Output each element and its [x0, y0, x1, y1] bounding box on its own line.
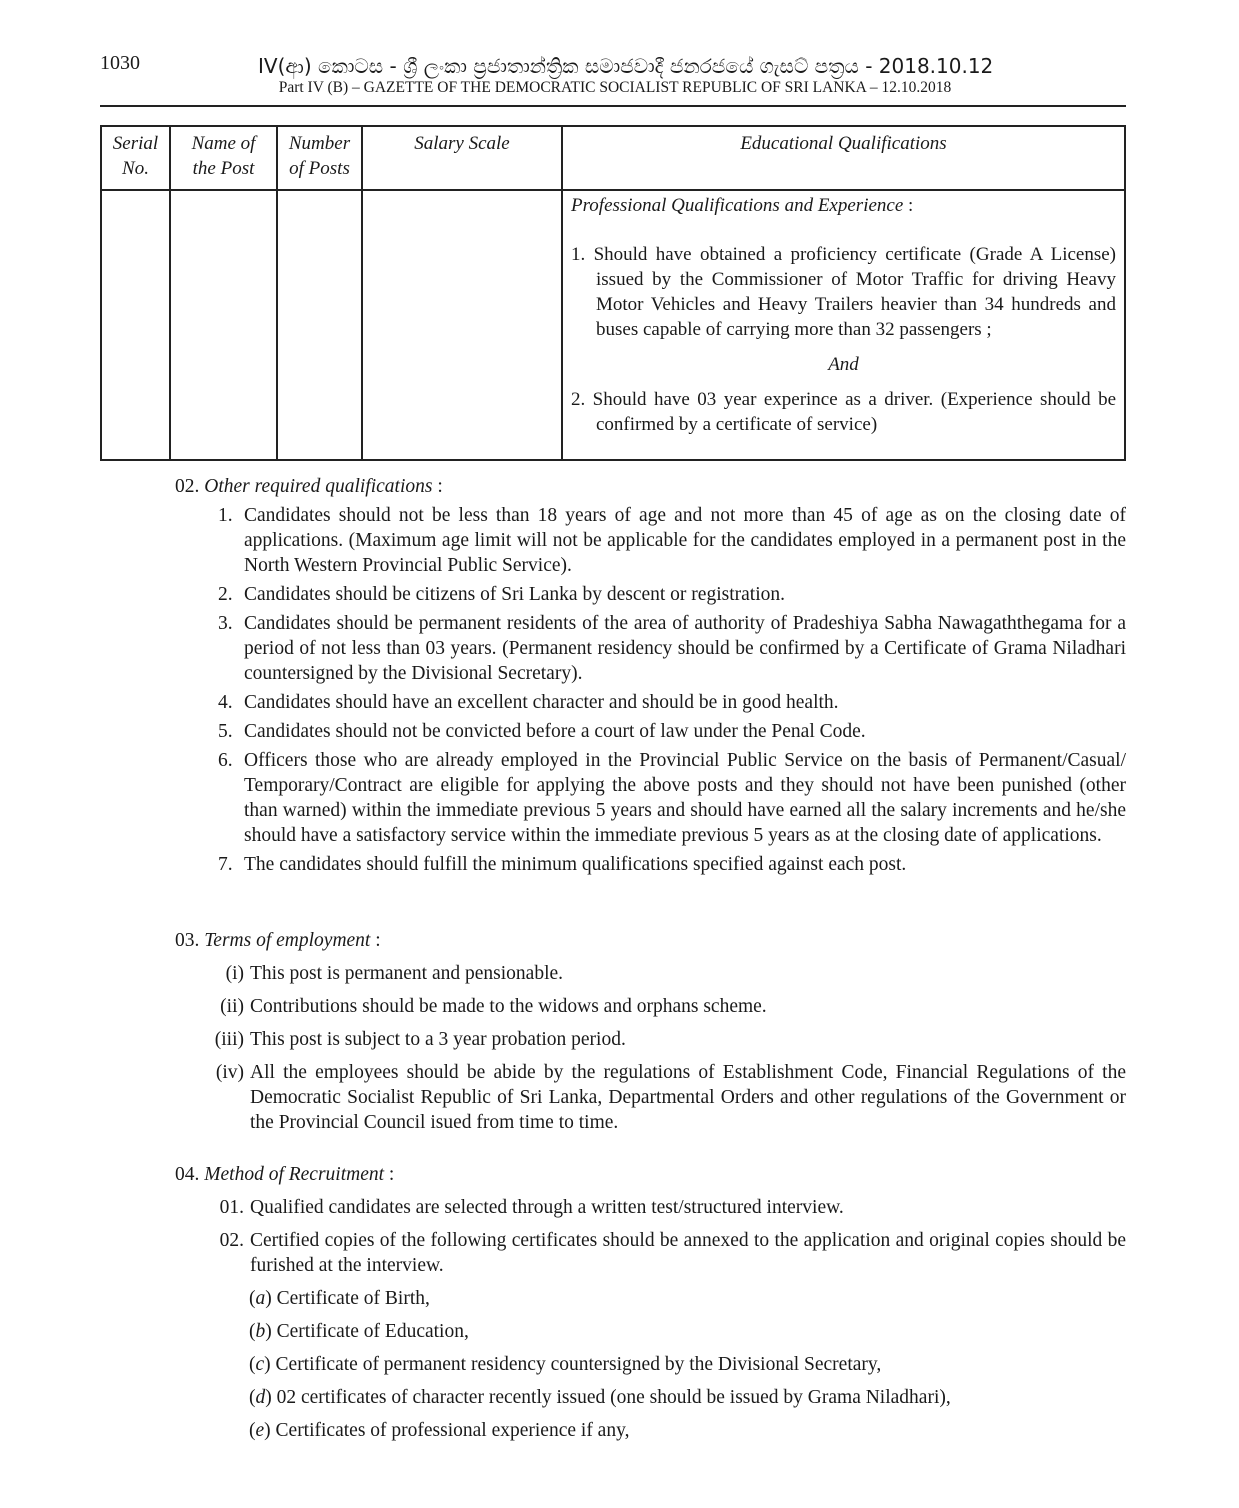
list-item: 2. Candidates should be citizens of Sri Lanka by descent or registration. — [218, 584, 785, 605]
certificate-item: (b) Certificate of Education, — [249, 1321, 469, 1342]
list-item: 3. Candidates should be permanent residents of the area of authority of Pradeshiya Sabha Nawagaththegama for a period of not less than 03 years. (Permanent residency should be confirmed by a Certificate of Grama Niladhari countersigned by the Divisional Secretary). — [218, 613, 1126, 684]
table-row — [101, 190, 1125, 460]
professional-qualifications-title: Professional Qualifications and Experience : — [571, 195, 914, 216]
section-heading: 04. Method of Recruitment : — [175, 1164, 395, 1185]
header-name-of-post: Name of the Post — [170, 126, 277, 190]
list-item: 6. Officers those who are already employed in the Provincial Public Service on the basis of Permanent/Casual/ Temporary/Contract are eligible for applying the above posts and they should not have been punished (other than warned) within the immediate previous 5 years and should have earned all the salary increments and he/she should have a satisfactory service within the immediate previous 5 years as at the closing date of applications. — [218, 750, 1126, 846]
qualification-item-1: 1. Should have obtained a proficiency certificate (Grade A License) issued by the Commissioner of Motor Traffic for driving Heavy Motor Vehicles and Heavy Trailers heavier than 34 hundreds and buses capable of carrying more than 32 passengers ; — [571, 244, 1116, 340]
list-item: (i) This post is permanent and pensionable. — [225, 963, 564, 984]
list-item: (iv) All the employees should be abide by the regulations of Establishment Code, Financial Regulations of the Democratic Socialist Republic of Sri Lanka, Departmental Orders and other regulations of the Government or the Provincial Council isued from time to time. — [215, 1062, 1126, 1133]
sinhala-header: IV(ආ) කොටස - ශ්‍රී ලංකා ප්‍රජාතාන්ත්‍රික සමාජවාදී ජනරජයේ ගැසට් පත්‍රය - 2018.10.12 — [258, 54, 994, 78]
name-cell — [170, 190, 277, 460]
qualifications-cell — [562, 190, 1125, 460]
and-connector: And — [828, 354, 859, 375]
certificate-item: (d) 02 certificates of character recently issued (one should be issued by Grama Niladhari), — [249, 1387, 951, 1408]
section-heading: 02. Other required qualifications : — [175, 476, 443, 497]
section-heading: 03. Terms of employment : — [175, 930, 381, 951]
header-salary-scale: Salary Scale — [362, 126, 562, 190]
list-item: 02. Certified copies of the following certificates should be annexed to the application and original copies should be furished at the interview. — [219, 1230, 1126, 1276]
list-item: (iii) This post is subject to a 3 year probation period. — [214, 1029, 626, 1050]
section-terms-of-employment — [175, 928, 1126, 1135]
page-number: 1030 — [100, 52, 140, 74]
section-other-qualifications — [175, 474, 1126, 877]
qualifications-table — [100, 125, 1126, 461]
list-item: 5. Candidates should not be convicted before a court of law under the Penal Code. — [218, 721, 866, 742]
section-method-of-recruitment — [175, 1162, 1126, 1443]
number-cell — [277, 190, 362, 460]
qualification-item-2: 2. Should have 03 year experince as a driver. (Experience should be confirmed by a certificate of service) — [571, 389, 1116, 435]
certificate-item: (a) Certificate of Birth, — [249, 1288, 430, 1309]
header-educational-qualifications: Educational Qualifications — [562, 126, 1125, 190]
serial-cell — [101, 190, 170, 460]
salary-cell — [362, 190, 562, 460]
list-item: 01. Qualified candidates are selected through a written test/structured interview. — [219, 1197, 844, 1218]
list-item: 4. Candidates should have an excellent character and should be in good health. — [218, 692, 839, 713]
english-header: Part IV (B) – GAZETTE OF THE DEMOCRATIC SOCIALIST REPUBLIC OF SRI LANKA – 12.10.2018 — [278, 79, 952, 96]
certificate-item: (c) Certificate of permanent residency countersigned by the Divisional Secretary, — [249, 1354, 882, 1375]
header-serial-no: Serial No. — [101, 126, 170, 190]
list-item: 1. Candidates should not be less than 18 years of age and not more than 45 of age as on the closing date of applications. (Maximum age limit will not be applicable for the candidates employed in a permanent post in the North Western Provincial Public Service). — [218, 505, 1126, 576]
list-item: 7. The candidates should fulfill the minimum qualifications specified against each post. — [218, 854, 907, 875]
header-rule — [100, 105, 1126, 107]
table-header-row — [101, 126, 1125, 190]
list-item: (ii) Contributions should be made to the widows and orphans scheme. — [220, 996, 767, 1017]
certificate-item: (e) Certificates of professional experience if any, — [249, 1420, 630, 1441]
header-number-of-posts: Number of Posts — [277, 126, 362, 190]
